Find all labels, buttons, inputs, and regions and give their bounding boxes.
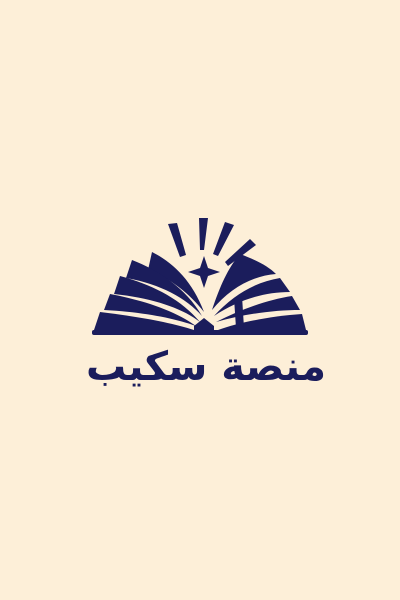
ray-icon bbox=[199, 218, 208, 250]
brand-wordmark-text: منصة سكيب bbox=[86, 344, 326, 390]
book-spine-icon bbox=[194, 318, 214, 332]
book-base-icon bbox=[92, 330, 308, 335]
page-fan-left-icon bbox=[94, 312, 194, 330]
ray-icon bbox=[213, 222, 234, 256]
open-book-with-star-icon bbox=[90, 212, 310, 337]
ray-icon bbox=[168, 223, 186, 257]
sparkle-star-icon bbox=[188, 256, 220, 288]
brand-wordmark bbox=[78, 342, 334, 394]
